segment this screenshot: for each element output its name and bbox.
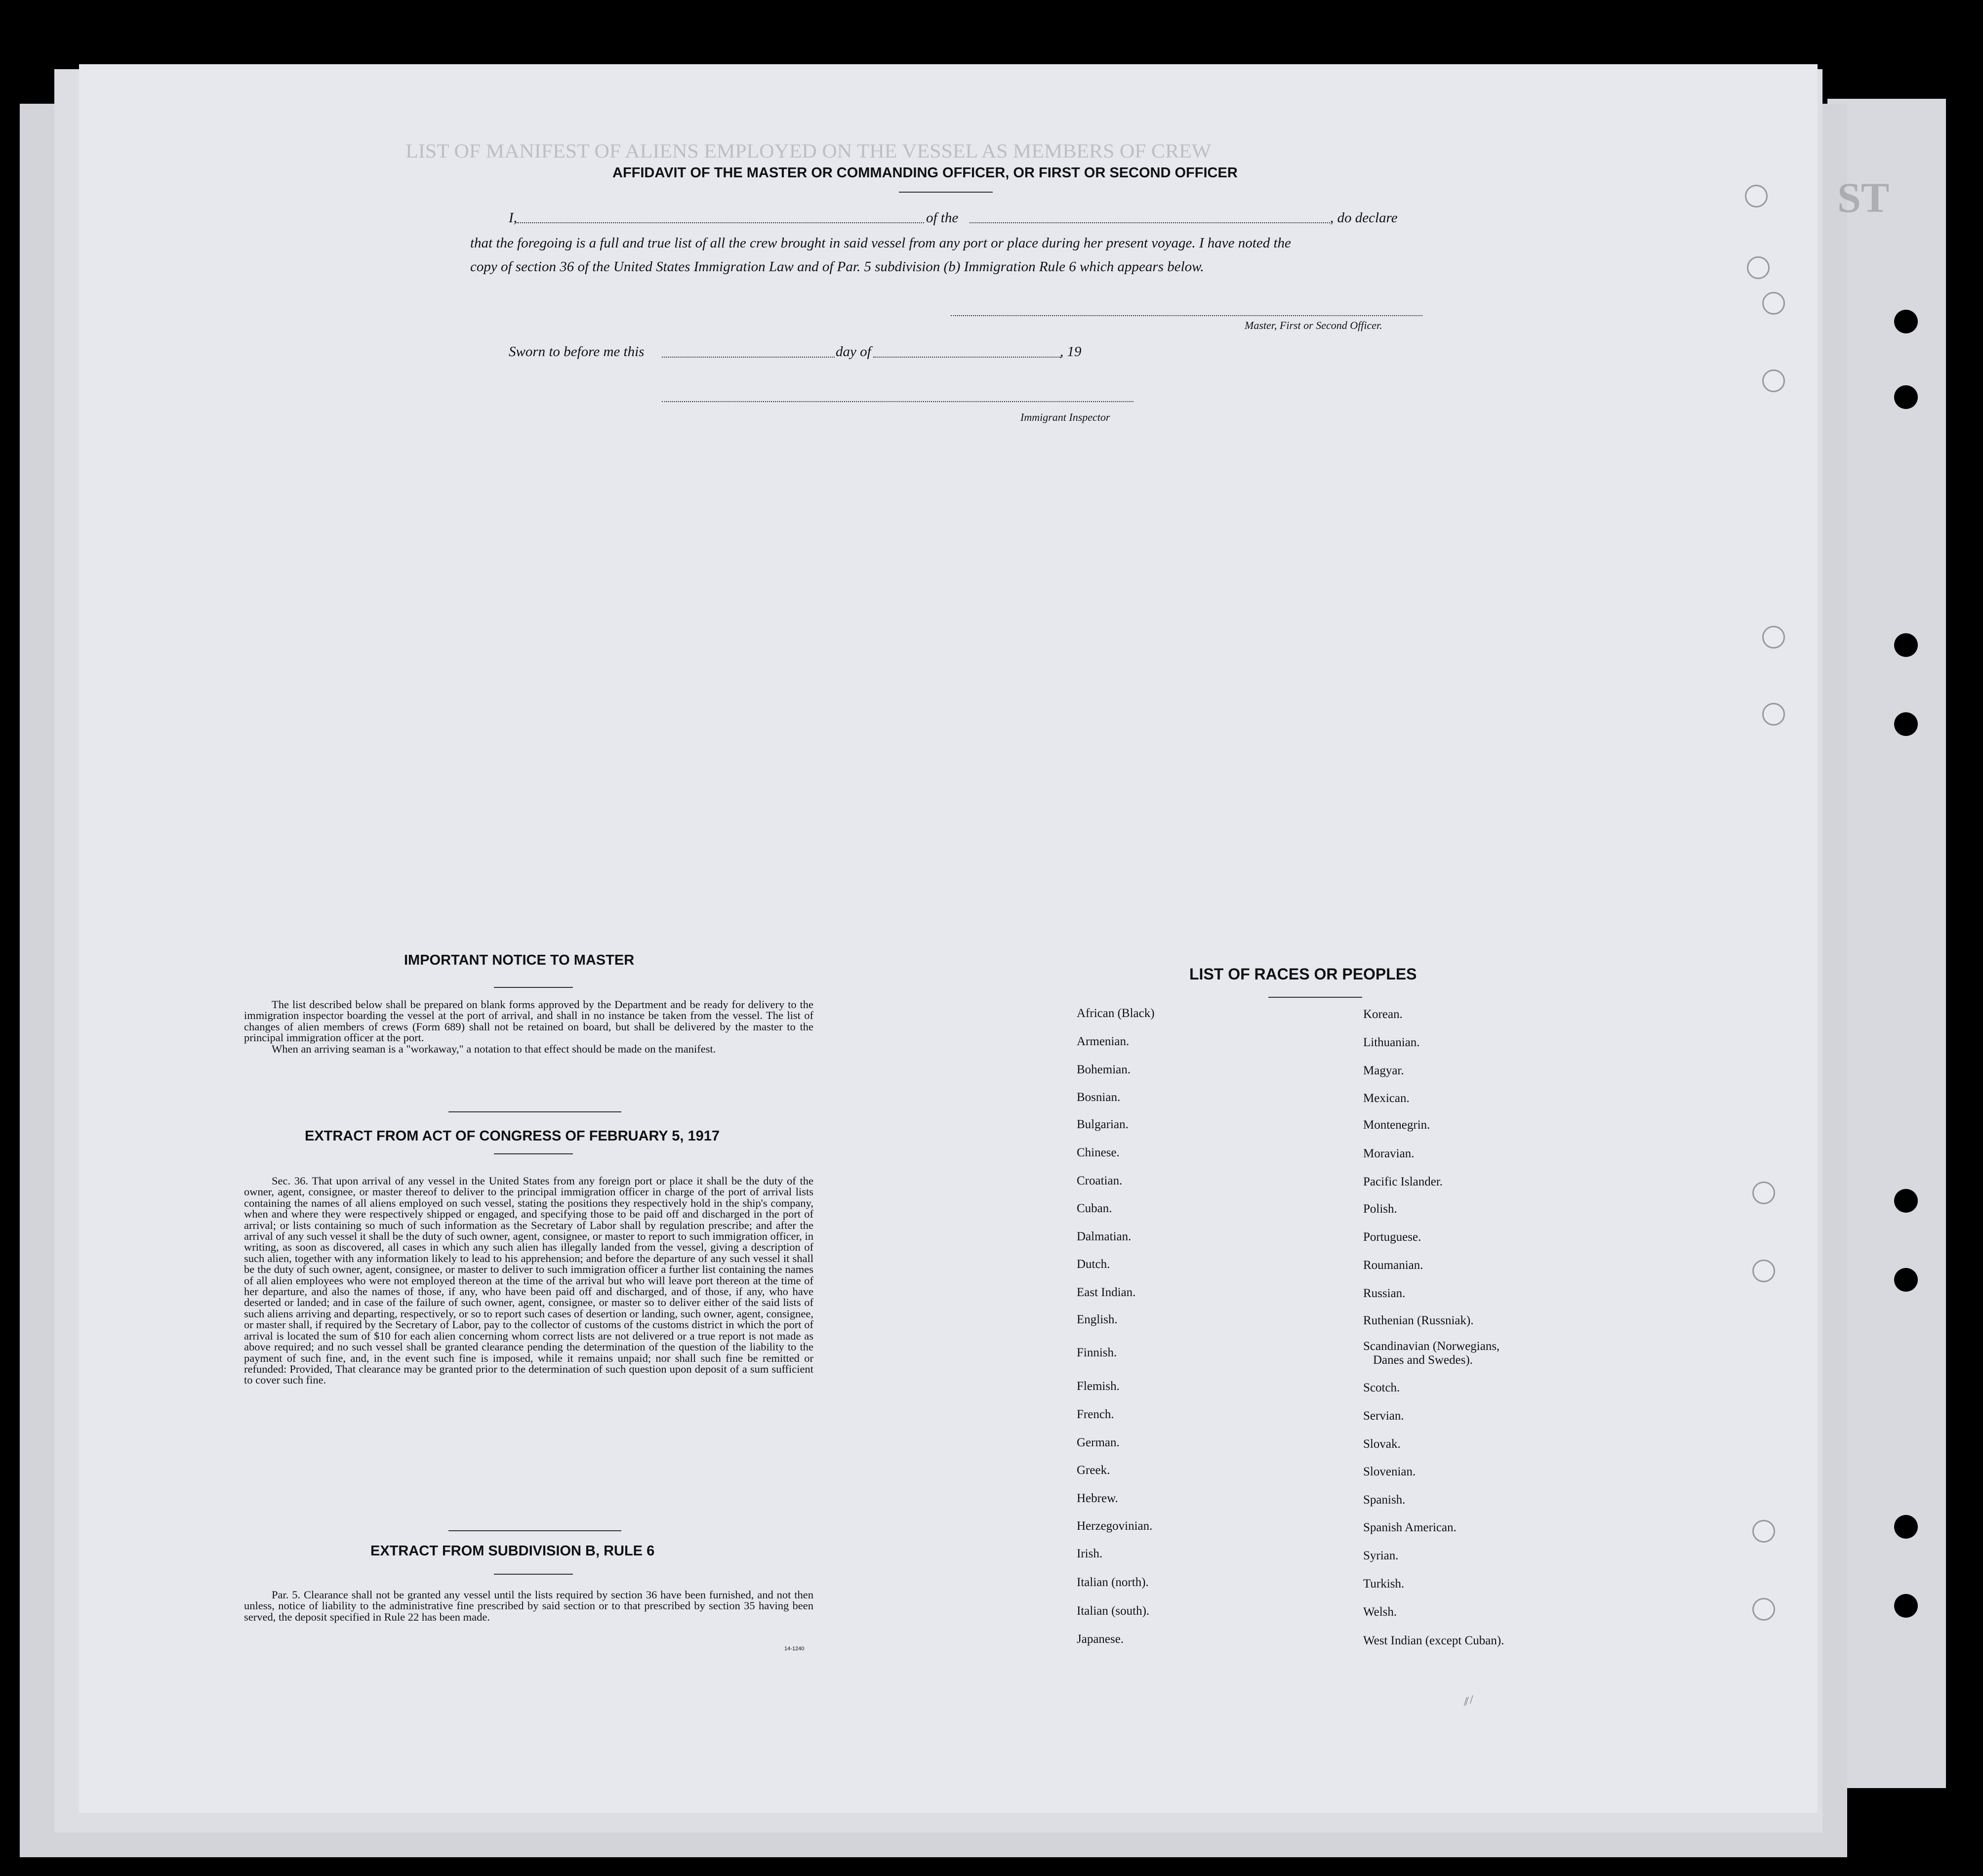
race-right-6: Moravian. (1363, 1147, 1415, 1160)
race-left-8: Cuban. (1077, 1202, 1112, 1215)
notice-end-rule (448, 1111, 621, 1112)
race-right-2: Lithuanian. (1363, 1036, 1420, 1049)
race-left-3: Bohemian. (1077, 1063, 1131, 1076)
sworn-day-of: day of (836, 344, 871, 360)
pencil-mark: ⁄⁄ ∕ (1462, 1693, 1474, 1708)
race-right-16: Servian. (1363, 1409, 1404, 1423)
race-right-13: Scandinavian (Norwegians, (1363, 1340, 1500, 1353)
inspector-signature-line (662, 401, 1133, 402)
race-left-17: Greek. (1077, 1464, 1110, 1477)
race-right-8: Polish. (1363, 1202, 1397, 1216)
race-right-3: Magyar. (1363, 1064, 1404, 1077)
race-left-13: Finnish. (1077, 1346, 1117, 1359)
inspector-signature-caption: Immigrant Inspector (1020, 411, 1110, 423)
rule-title-rule (494, 1574, 573, 1575)
form-number: 14-1240 (784, 1646, 805, 1652)
act-section-36-text (244, 1176, 813, 1386)
act-title-rule (494, 1153, 573, 1154)
race-right-7: Pacific Islander. (1363, 1175, 1443, 1188)
race-left-21: Italian (north). (1077, 1576, 1149, 1589)
sworn-label: Sworn to before me this (509, 344, 645, 360)
notice-paragraph-2: When an arriving seaman is a "workaway," a notation to that effect should be made on the manifest. (272, 1042, 716, 1055)
race-right-1: Korean. (1363, 1008, 1403, 1021)
race-left-23: Japanese. (1077, 1632, 1124, 1646)
binder-hole-1 (1894, 310, 1918, 333)
binder-hole-5 (1894, 1189, 1918, 1213)
race-left-9: Dalmatian. (1077, 1230, 1132, 1243)
rule-text (244, 1590, 813, 1623)
hole-ring-2 (1747, 256, 1770, 279)
affidavit-of-the: of the (926, 210, 959, 226)
affidavit-do-declare: , do declare (1330, 210, 1398, 226)
notice-title: IMPORTANT NOTICE TO MASTER (404, 952, 635, 968)
race-left-1: African (Black) (1077, 1007, 1155, 1020)
binder-hole-2 (1894, 385, 1918, 409)
master-signature-caption: Master, First or Second Officer. (1245, 319, 1382, 331)
master-signature-line (951, 315, 1422, 316)
races-title-rule (1268, 997, 1362, 998)
race-left-7: Croatian. (1077, 1174, 1123, 1187)
race-left-2: Armenian. (1077, 1035, 1130, 1048)
race-right-24: West Indian (except Cuban). (1363, 1634, 1504, 1647)
race-right-14: Danes and Swedes). (1373, 1353, 1473, 1367)
hole-ring-5 (1762, 626, 1785, 649)
affidavit-title: AFFIDAVIT OF THE MASTER OR COMMANDING OFFICER, OR FIRST OR SECOND OFFICER (612, 165, 1238, 181)
race-right-18: Slovenian. (1363, 1465, 1416, 1478)
affidavit-vessel-field (970, 222, 1330, 223)
race-right-12: Ruthenian (Russniak). (1363, 1314, 1474, 1327)
race-left-18: Hebrew. (1077, 1492, 1118, 1505)
binder-hole-3 (1894, 633, 1918, 657)
hole-ring-9 (1752, 1520, 1775, 1543)
hole-ring-6 (1762, 703, 1785, 726)
hole-ring-10 (1752, 1598, 1775, 1621)
race-left-20: Irish. (1077, 1547, 1103, 1560)
rule-title: EXTRACT FROM SUBDIVISION B, RULE 6 (370, 1543, 655, 1559)
race-right-17: Slovak. (1363, 1437, 1401, 1451)
race-right-4: Mexican. (1363, 1092, 1410, 1105)
race-left-4: Bosnian. (1077, 1091, 1121, 1104)
affidavit-i-label: I, (509, 210, 517, 226)
race-right-20: Spanish American. (1363, 1521, 1457, 1534)
binder-hole-6 (1894, 1268, 1918, 1292)
hole-ring-7 (1752, 1182, 1775, 1204)
sworn-day-field (662, 357, 835, 358)
sworn-year: , 19 (1060, 344, 1082, 360)
sworn-month-field (873, 357, 1061, 358)
race-left-12: English. (1077, 1313, 1118, 1326)
race-left-6: Chinese. (1077, 1146, 1120, 1159)
hole-ring-8 (1752, 1260, 1775, 1282)
notice-title-rule (494, 987, 573, 988)
race-left-14: Flemish. (1077, 1380, 1120, 1393)
act-paragraph: Sec. 36. That upon arrival of any vessel in the United States from any foreign port or place it shall be the duty of the owner, agent, consignee, or master thereof to deliver to the principal immigration officer in charge of the port of arrival lists containing the names of all aliens employed on such vessel, stating the positions they respectively hold in the ship's company, when and where they were respectively shipped or engaged, and specifying those to be paid off and discharged in the port of arrival; or lists containing so much of such information as the Secretary of Labor shall by regulation prescribe; and after the arrival of any such vessel it shall be the duty of such owner, agent, consignee, or master to report to such immigration officer, in writing, as soon as discovered, all cases in which any such alien has illegally landed from the vessel, giving a description of such alien, together with any information likely to lead to his apprehension; and before the departure of any such vessel it shall be the duty of such owner, agent, consignee, or master to deliver to such immigration officer a further list containing the names of all alien employees who were not employed thereon at the time of the arrival but who will leave port thereon at the time of her departure, and also the names of those, if any, who have been paid off and discharged, and of those, if any, who have deserted or landed; and in case of the failure of such owner, agent, consignee, or master so to deliver either of the said lists of such aliens arriving and departing, respectively, or so to report such cases of desertion or landing, such owner, agent, consignee, or master shall, if required by the Secretary of Labor, pay to the collector of customs of the customs district in which the port of arrival is located the sum of $10 for each alien concerning whom correct lists are not delivered or a true report is not made as above required; and no such vessel shall be granted clearance pending the determination of the question of the liability to the payment of such fine, and, in the event such fine is imposed, while it remains unpaid; nor shall such fine be remitted or refunded: Provided, That clearance may be granted prior to the determination of such question upon deposit of a sum sufficient to cover such fine. (244, 1175, 813, 1387)
race-right-15: Scotch. (1363, 1381, 1400, 1394)
race-right-9: Portuguese. (1363, 1230, 1421, 1244)
rule-paragraph: Par. 5. Clearance shall not be granted any vessel until the lists required by section 36 have been furnished, and not then unless, notice of liability to the administrative fine prescribed by said section or to that prescribed by section 35 having been served, the deposit specified in Rule 22 has been made. (244, 1589, 813, 1623)
notice-paragraph-1: The list described below shall be prepared on blank forms approved by the Department and be ready for delivery to the immigration inspector boarding the vessel at the port of arrival, and shall in no instance be taken from the vessel. The list of changes of alien members of crews (Form 689) shall not be retained on board, but shall be delivered by the master to the principal immigration officer at the port. (244, 998, 813, 1044)
affidavit-title-rule (899, 192, 993, 193)
race-left-16: German. (1077, 1436, 1120, 1449)
manifest-page (79, 64, 1818, 1813)
hole-ring-1 (1745, 185, 1768, 207)
hole-ring-4 (1762, 369, 1785, 392)
race-left-15: French. (1077, 1408, 1114, 1421)
race-right-23: Welsh. (1363, 1605, 1397, 1619)
bleed-through-title: LIST OF MANIFEST OF ALIENS EMPLOYED ON THE VESSEL AS MEMBERS OF CREW (405, 140, 1212, 162)
hole-ring-3 (1762, 292, 1785, 315)
bleed-through-letters: ST (1837, 174, 1890, 221)
affidavit-name-field (517, 222, 924, 223)
race-left-19: Herzegovinian. (1077, 1519, 1153, 1533)
binder-hole-4 (1894, 712, 1918, 736)
race-right-5: Montenegrin. (1363, 1118, 1430, 1132)
race-right-21: Syrian. (1363, 1549, 1399, 1562)
race-right-10: Roumanian. (1363, 1259, 1423, 1272)
affidavit-line-3: copy of section 36 of the United States Immigration Law and of Par. 5 subdivision (b) Immigration Rule 6 which appears below. (470, 259, 1204, 275)
race-right-22: Turkish. (1363, 1577, 1405, 1591)
binder-hole-8 (1894, 1594, 1918, 1618)
act-title: EXTRACT FROM ACT OF CONGRESS OF FEBRUARY 5, 1917 (305, 1128, 720, 1144)
races-title: LIST OF RACES OR PEOPLES (1189, 965, 1417, 983)
binder-hole-7 (1894, 1515, 1918, 1539)
race-right-19: Spanish. (1363, 1493, 1406, 1507)
race-right-11: Russian. (1363, 1287, 1406, 1300)
race-left-11: East Indian. (1077, 1286, 1136, 1299)
race-left-22: Italian (south). (1077, 1604, 1150, 1618)
affidavit-line-2: that the foregoing is a full and true list of all the crew brought in said vessel from any port or place during her present voyage. I have noted the (470, 235, 1291, 251)
notice-text (244, 999, 813, 1055)
act-end-rule (448, 1530, 621, 1531)
race-left-5: Bulgarian. (1077, 1118, 1129, 1131)
race-left-10: Dutch. (1077, 1258, 1110, 1271)
